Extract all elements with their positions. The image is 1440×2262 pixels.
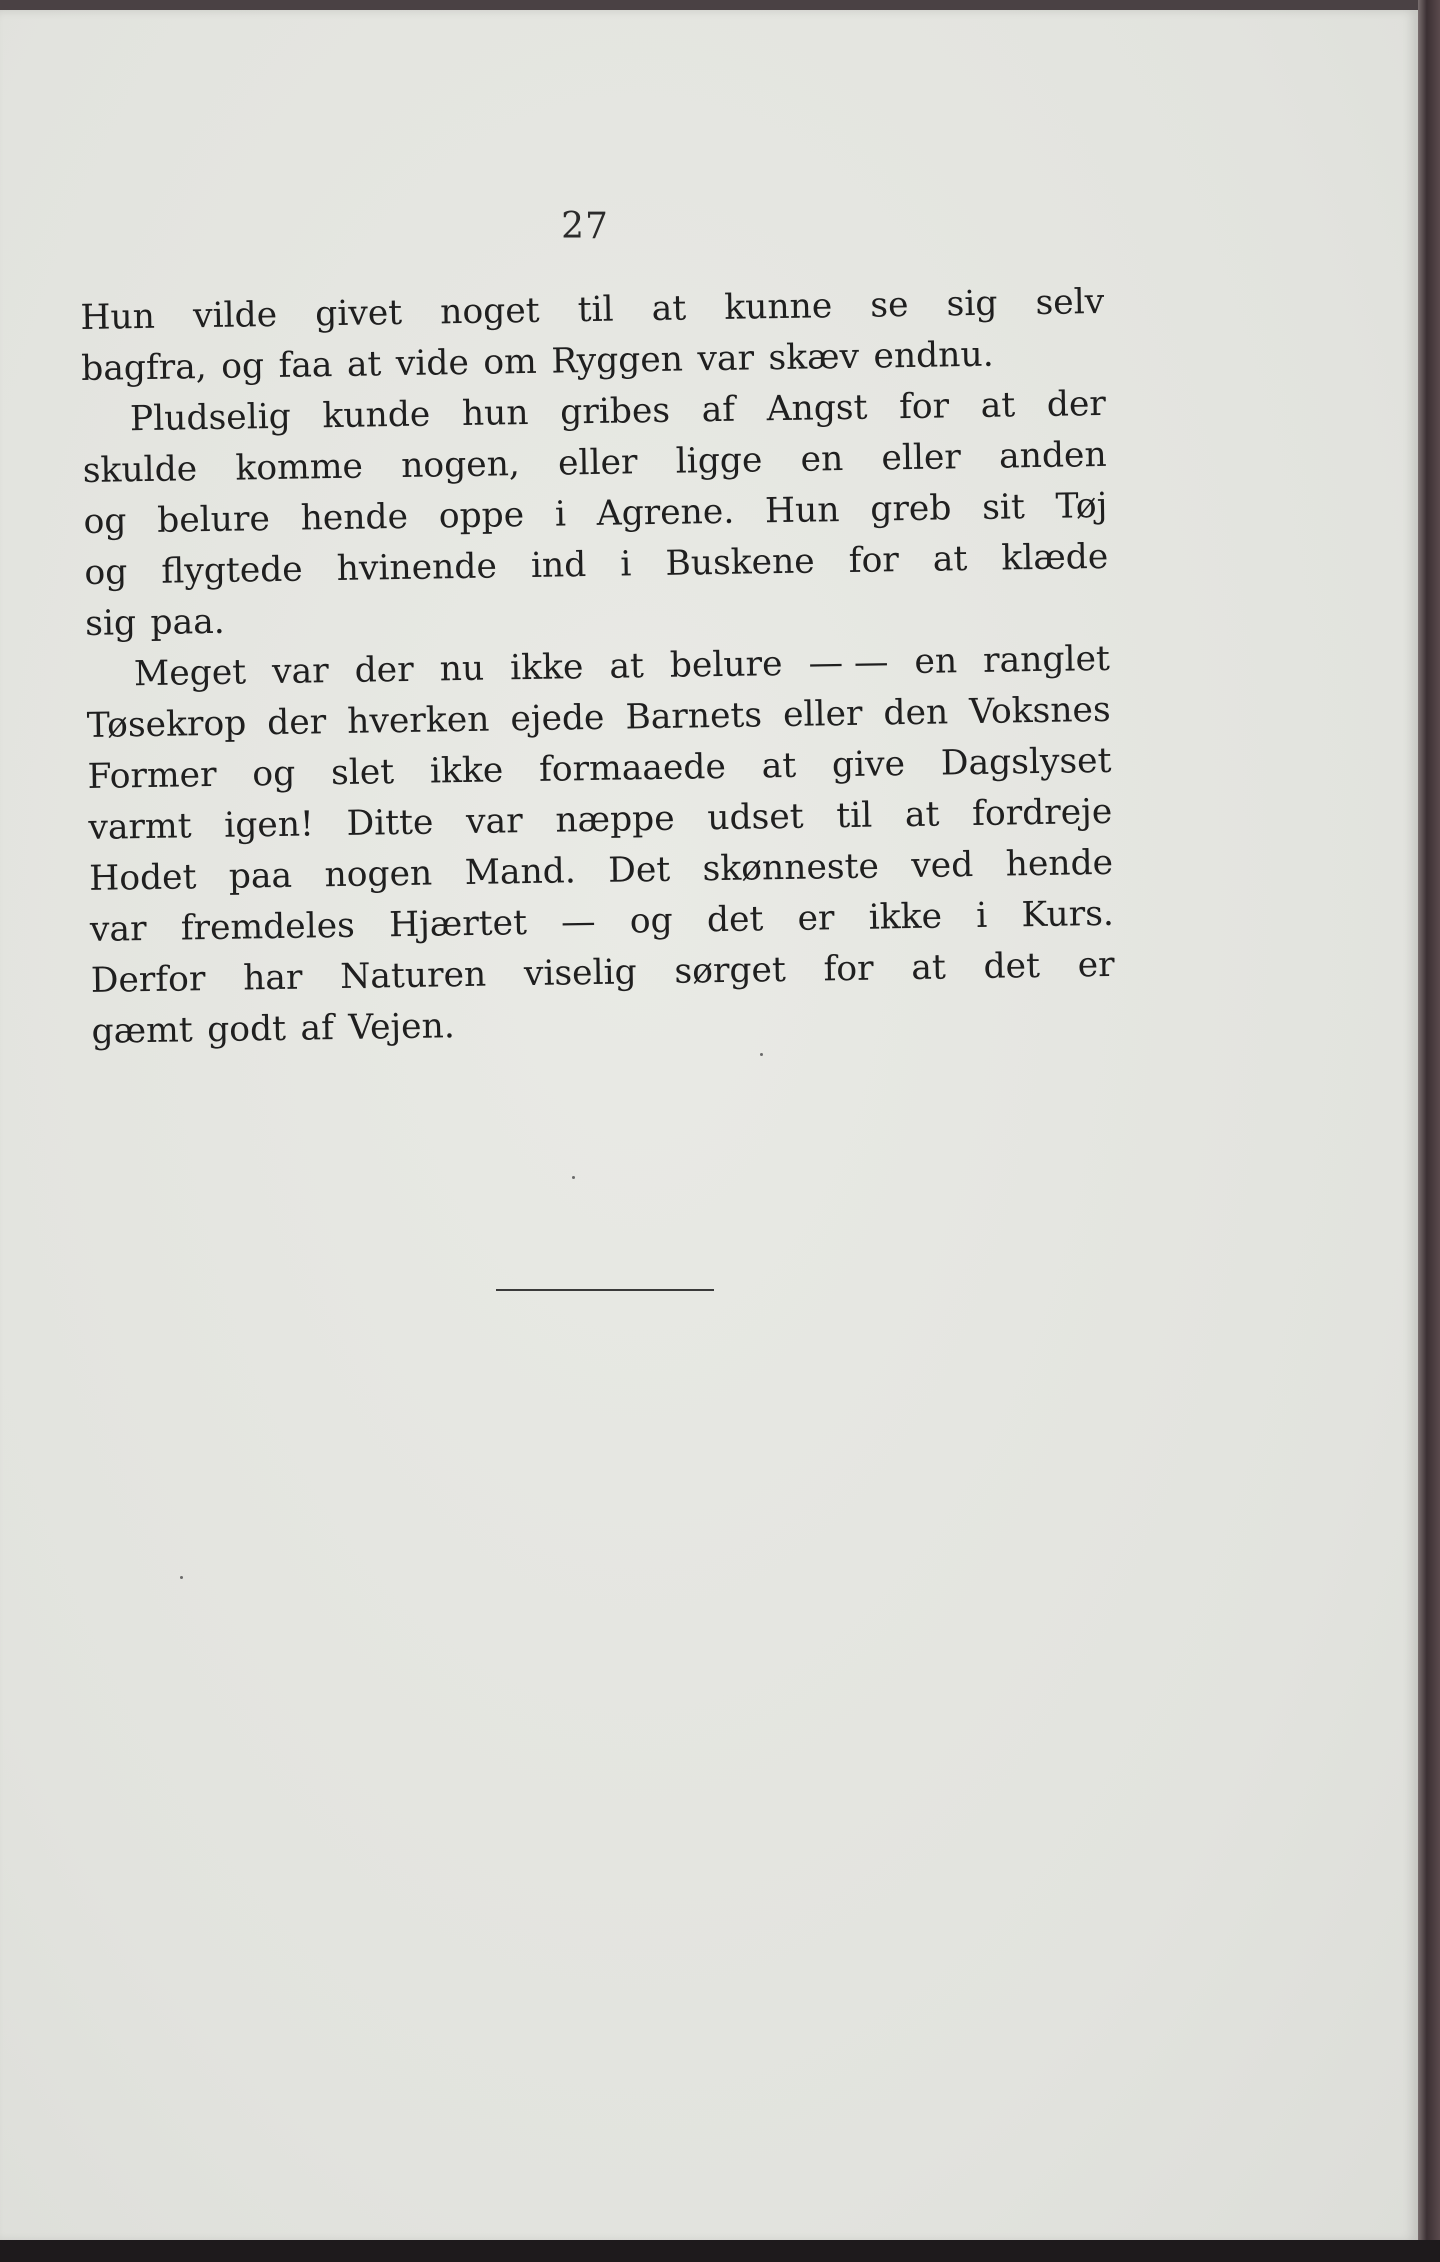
word: ikke [868,896,943,938]
word: sørget [674,949,787,992]
word: næppe [555,798,675,841]
word: sig [84,603,137,644]
word: udset [707,796,804,839]
word: der [266,702,327,744]
word: gribes [559,390,671,433]
word: hvinende [336,546,498,589]
word: at [761,745,797,787]
word: anden [998,434,1107,477]
word: skæv [768,336,860,379]
word: og [220,346,265,387]
word: kunde [322,394,431,437]
word: Derfor [90,959,206,1001]
word: se [870,284,909,326]
word: eller [782,693,863,736]
word: viselig [523,952,638,995]
word: ikke [509,647,584,689]
word: eller [881,437,962,479]
word: vide [395,342,470,385]
word: Pludselig [129,396,292,440]
word: det [706,899,764,941]
word: var [89,909,147,950]
word: faa [278,345,333,386]
body-text [80,277,1116,1058]
paper-speck [572,1176,575,1179]
word: — [560,901,596,943]
word: at [346,344,382,385]
word: godt [206,1008,287,1051]
word: Kurs. [1021,893,1115,936]
word: eller [557,442,638,484]
word: i [975,895,988,936]
word: fordreje [971,791,1113,835]
word: hverken [346,699,490,742]
word: paa. [150,601,226,643]
word: nu [439,648,485,690]
word: bagfra, [80,347,208,389]
word: for [848,540,900,581]
word: ligge [675,440,763,482]
word: Voksnes [968,689,1111,733]
word: greb [869,488,952,530]
word: oppe [438,495,525,537]
word: Tøsekrop [86,703,247,746]
word: skønneste [702,846,880,890]
word: at [651,288,687,330]
word: at [911,947,947,989]
word: Barnets [625,695,763,738]
word: nogen, [400,444,521,486]
word: Dagslyset [940,740,1112,784]
word: hende [300,496,409,539]
word: for [823,948,874,990]
word: ejede [510,697,605,740]
word: igen! [223,804,315,846]
page-number: 27 [561,206,609,247]
word: at [932,539,968,580]
word: Naturen [339,954,487,997]
word: Hun [80,296,156,338]
word: endnu. [873,334,994,377]
word: at [904,794,940,836]
word: Hodet [88,857,197,899]
word: at [609,646,645,687]
word: det [983,946,1041,987]
word: har [242,957,303,999]
word: flygtede [161,549,303,592]
word: Tøj [1055,485,1108,527]
word: Former [87,754,217,797]
word: af [300,1008,335,1049]
word: kunne [723,286,833,328]
word: den [883,692,949,734]
section-end-rule [496,1289,714,1291]
paper-speck [180,1576,183,1579]
word: og [252,753,296,795]
word: ikke [429,750,504,792]
word: Mand. [464,851,577,894]
word: klæde [1001,536,1109,579]
word: vilde [192,294,278,337]
scan-edge-bottom [0,2240,1440,2262]
word: at [980,385,1016,426]
word: til [577,289,614,331]
word: var [697,338,755,380]
word: og [84,552,128,593]
word: skulde [82,449,198,491]
paper-speck [760,1053,763,1056]
word: Ryggen [551,339,684,382]
word: — — [808,642,889,684]
word: ranglet [982,638,1111,681]
word: en [914,641,958,682]
word: Meget [133,652,247,695]
word: Hjærtet [388,903,528,946]
word: belure [669,644,783,686]
word: formaaede [538,746,727,790]
word: Ditte [346,802,434,844]
word: paa [228,855,293,897]
word: Buskene [665,541,815,584]
word: og [83,501,127,542]
word: om [483,341,538,383]
word: varmt [88,806,192,848]
word: selv [1035,281,1105,323]
word: Angst [766,387,868,430]
word: Agrene. [596,491,735,534]
word: der [354,649,414,691]
word: Vejen. [347,1006,456,1048]
word: i [620,544,632,585]
book-page [0,10,1418,2242]
book-spine-edge [1418,0,1440,2262]
word: og [629,900,674,942]
word: hun [461,392,529,435]
word: der [1046,383,1107,425]
word: Det [607,849,671,891]
word: noget [439,290,540,333]
word: i [554,494,567,535]
word: sig [946,283,998,325]
word: komme [235,446,364,489]
word: slet [330,752,395,794]
word: fremdeles [180,905,356,949]
word: Hun [764,490,840,532]
word: til [836,795,873,837]
word: givet [314,292,403,335]
word: belure [156,499,271,541]
word: gæmt [91,1010,194,1052]
word: for [898,386,950,428]
word: var [271,651,329,693]
word: var [465,801,523,842]
word: sit [981,487,1026,528]
word: ind [530,545,587,586]
word: af [701,389,736,431]
word: er [1077,944,1115,986]
word: give [831,744,906,786]
word: er [797,898,835,939]
word: hende [1005,842,1114,885]
word: ved [910,845,974,887]
word: nogen [324,853,433,896]
word: en [800,439,844,480]
